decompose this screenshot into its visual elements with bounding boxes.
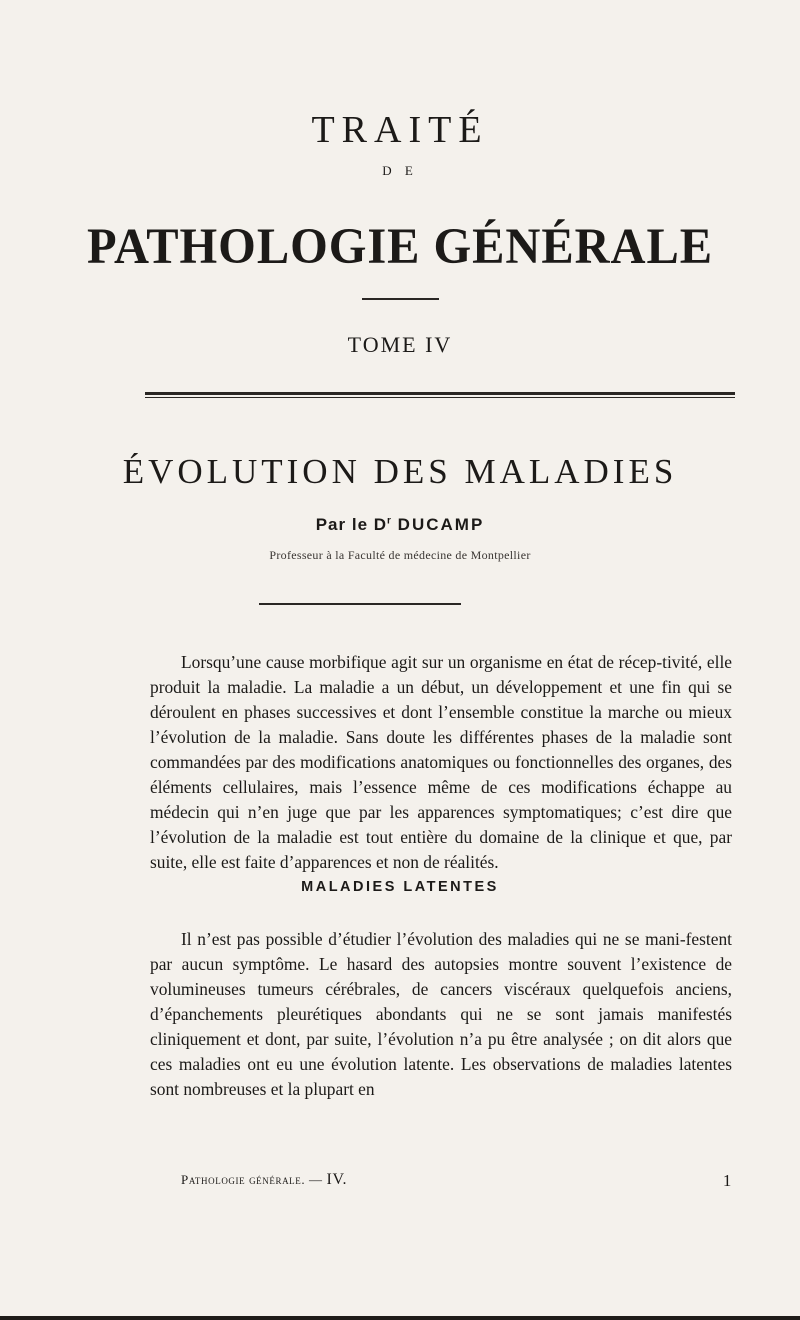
de-heading: D E — [382, 163, 418, 178]
subtitle: ÉVOLUTION DES MALADIES — [122, 452, 678, 491]
author-sup: r — [387, 515, 392, 527]
affiliation: Professeur à la Faculté de médecine de Montpellier — [269, 548, 531, 562]
long-double-rule-thin — [145, 397, 735, 398]
medium-rule — [259, 603, 461, 605]
footer-signature-text: Pathologie générale. — — [181, 1172, 327, 1187]
page-edge-shadow — [0, 1316, 800, 1320]
footer-tome-ref: IV. — [326, 1171, 348, 1188]
short-rule — [362, 298, 439, 300]
page-number: 1 — [722, 1171, 732, 1190]
main-title: PATHOLOGIE GÉNÉRALE — [86, 219, 714, 275]
author-line — [0, 515, 800, 535]
author-name: DUCAMP — [397, 515, 485, 534]
section-heading: MALADIES LATENTES — [301, 879, 499, 895]
paragraph-1-text: Lorsqu’une cause morbifique agit sur un organisme en état de récep-tivité, elle produit la maladie. La maladie a un début, un développement et une fin qui se déroulent en phases successives et dont l’ensemble constitue la marche ou mieux l’évolution de la maladie. Sans doute les différentes phases de la maladie sont commandées par des modifications anatomiques ou fonctionnelles des organes, des éléments cellulaires, mais l’essence même de ces modifications échappe au médecin qui n’en juge que par les apparences symptomatiques; c’est dire que l’évolution de la maladie est tout entière du domaine de la clinique et que, par suite, elle est faite d’apparences et non de réalités. — [150, 652, 732, 872]
paragraph-2 — [150, 927, 732, 1102]
paragraph-2-text: Il n’est pas possible d’étudier l’évolution des maladies qui ne se mani-festent par aucun symptôme. Le hasard des autopsies montre souvent l’existence de volumineuses tumeurs cérébrales, de cancers viscéraux quelquefois anciens, d’épanchements pleurétiques abondants qui ne se sont jamais manifestés cliniquement et dont, par suite, l’évolution n’a pu être analysée ; on dit alors que ces maladies ont eu une évolution latente. Les observations de maladies latentes sont nombreuses et la plupart en — [150, 929, 732, 1099]
tome-heading: TOME IV — [347, 332, 453, 357]
author-prefix: Par le D — [315, 515, 388, 534]
traite-heading: TRAITÉ — [311, 109, 489, 151]
long-double-rule — [145, 392, 735, 395]
paragraph-1 — [150, 650, 732, 875]
footer-signature — [181, 1171, 347, 1189]
